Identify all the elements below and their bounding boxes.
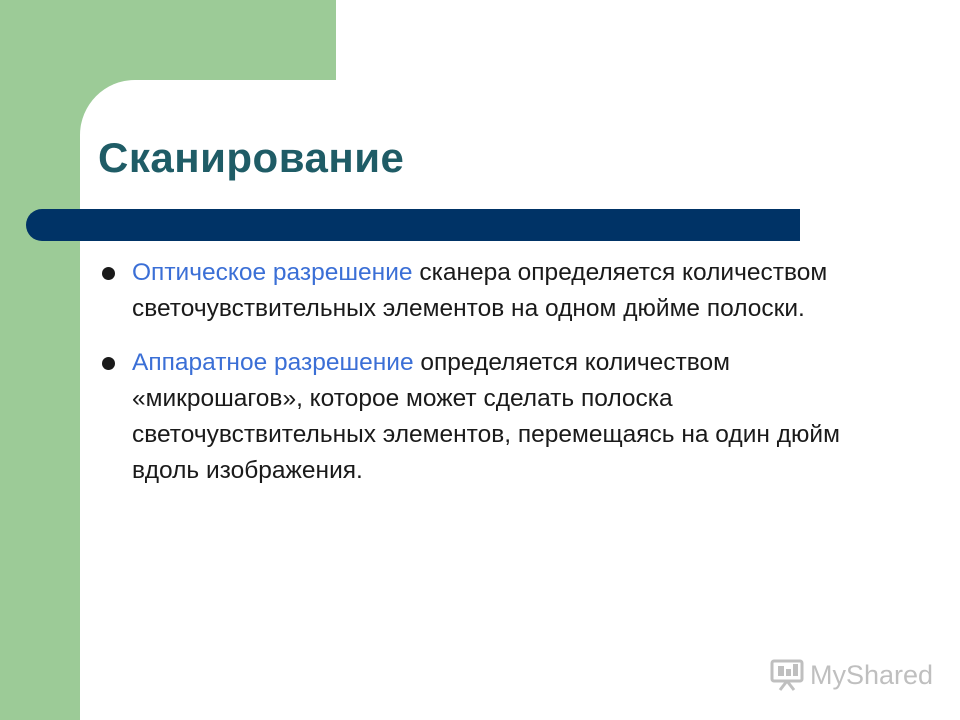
bullet-text: определяется количеством «микрошагов», которое может сделать полоска светочувствительных элементов, перемещаясь на один дюйм вдоль изображения. (132, 349, 840, 484)
slide-title: Сканирование (98, 134, 405, 181)
bullet-dot-icon (102, 267, 115, 280)
bullet-item (100, 345, 860, 489)
frame-top-band (0, 0, 336, 80)
bullet-text: сканера определяется количеством светочувствительных элементов на одном дюйме полоски. (132, 259, 828, 322)
bullet-term: Оптическое разрешение (132, 259, 413, 286)
watermark (768, 657, 933, 693)
bullet-item (100, 255, 860, 327)
frame-left-band (0, 0, 80, 720)
projector-screen-icon (768, 658, 806, 692)
watermark-text: MyShared (810, 659, 934, 690)
title-underline-bar (26, 209, 800, 241)
bullet-list (100, 255, 860, 507)
bullet-dot-icon (102, 357, 115, 370)
bullet-term: Аппаратное разрешение (132, 349, 414, 376)
